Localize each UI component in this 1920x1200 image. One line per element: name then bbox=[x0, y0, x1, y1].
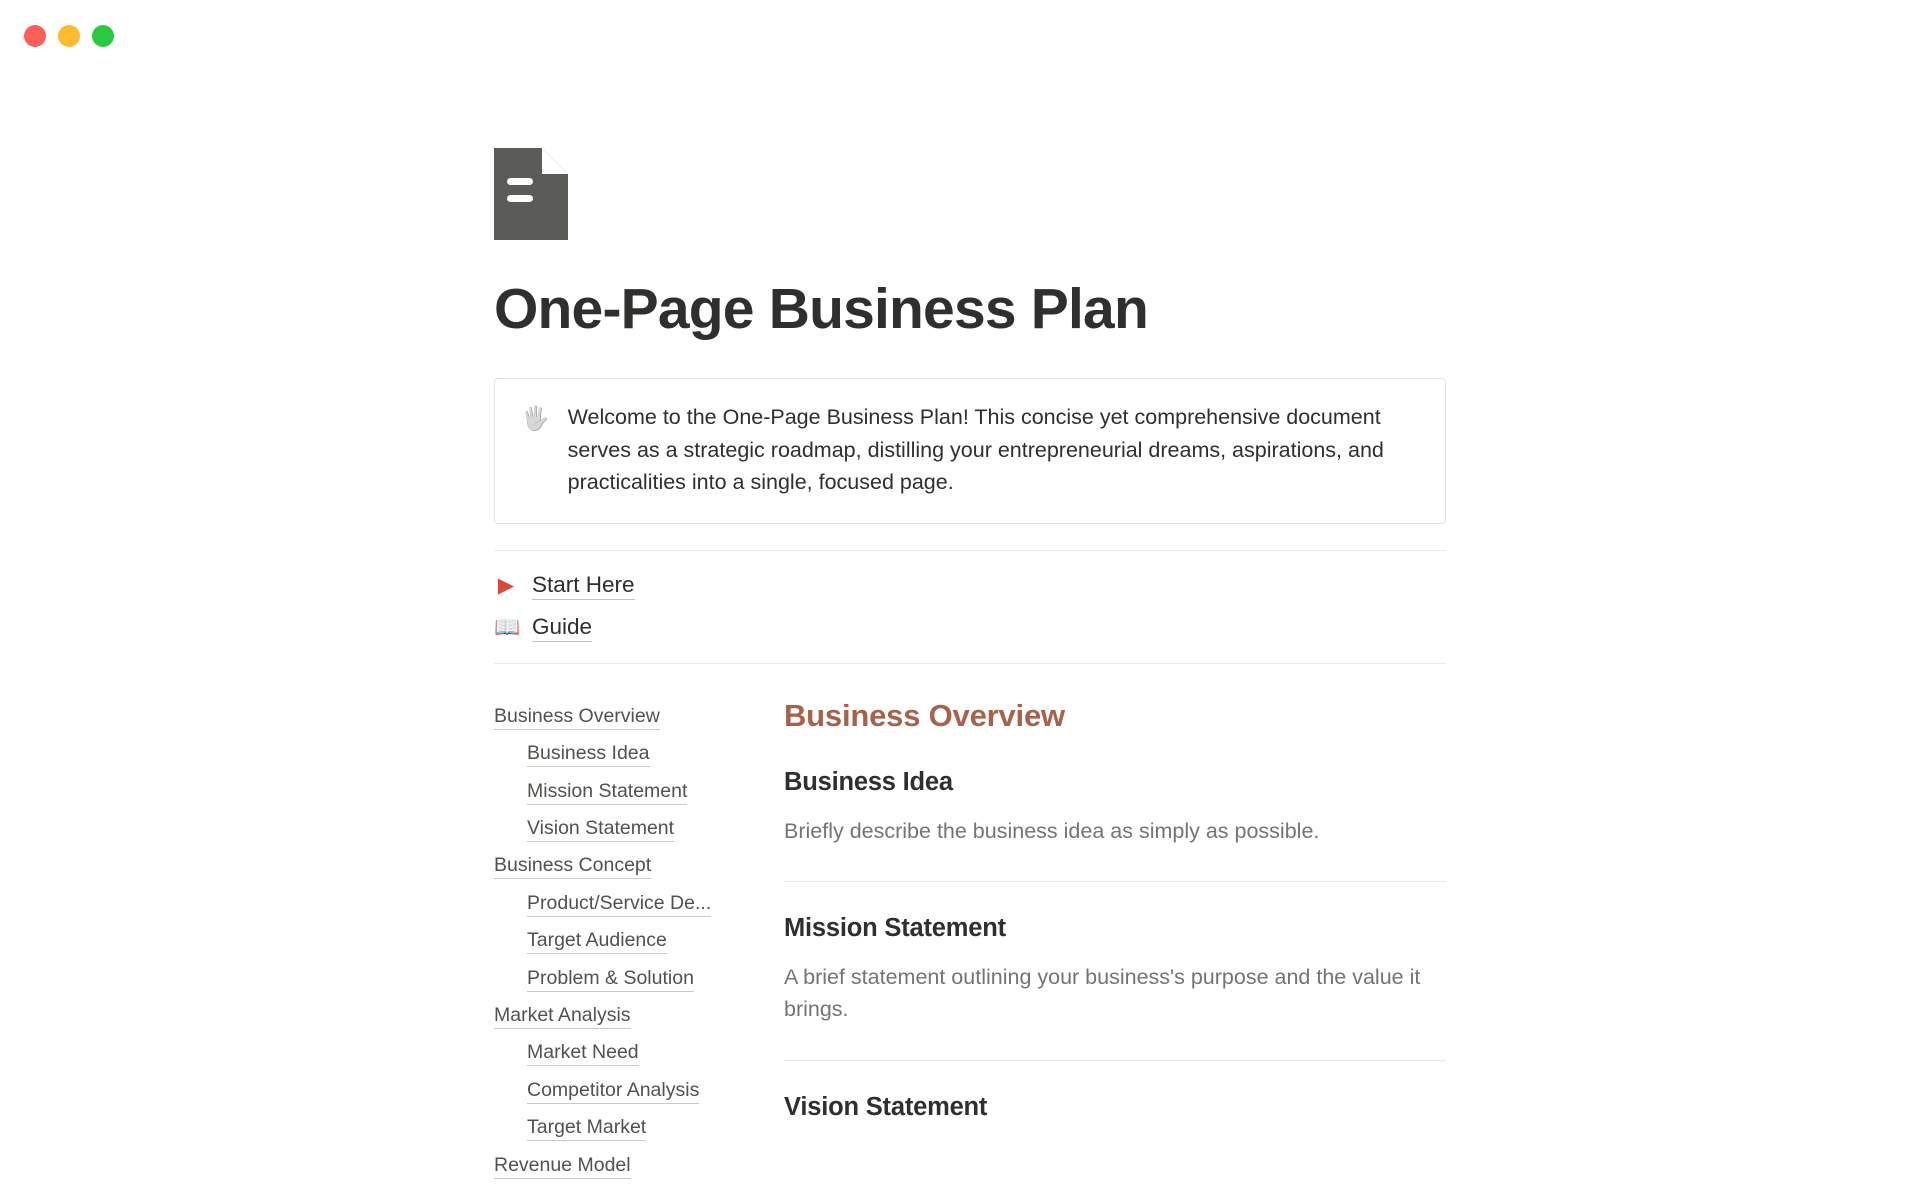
toc-item-problem-and-solution[interactable] bbox=[527, 960, 760, 997]
section-title: Business Overview bbox=[784, 697, 1065, 733]
toc-item-market-analysis[interactable] bbox=[494, 997, 760, 1034]
document-icon[interactable] bbox=[494, 148, 568, 240]
toc-item-label: Market Need bbox=[527, 1041, 639, 1066]
quick-link-start-here[interactable] bbox=[494, 565, 1446, 607]
body-columns bbox=[494, 664, 1446, 1184]
zoom-window-button[interactable] bbox=[92, 25, 114, 47]
toc-item-target-audience[interactable] bbox=[527, 922, 760, 959]
toc-item-label: Revenue Model bbox=[494, 1154, 631, 1179]
block-heading: Business Idea bbox=[784, 767, 953, 796]
toc-item-label: Target Audience bbox=[527, 929, 667, 954]
window-title-bar bbox=[0, 0, 1920, 72]
block-body[interactable]: Briefly describe the business idea as simply as possible. bbox=[784, 818, 1320, 843]
toc-item-vision-statement[interactable] bbox=[527, 810, 760, 847]
toc-item-product-service-description[interactable] bbox=[527, 885, 760, 922]
toc-item-market-need[interactable] bbox=[527, 1034, 760, 1071]
minimize-window-button[interactable] bbox=[58, 25, 80, 47]
document-content bbox=[494, 148, 1446, 1184]
toc-item-mission-statement[interactable] bbox=[527, 773, 760, 810]
page-title: One-Page Business Plan bbox=[494, 277, 1148, 341]
raised-hand-icon: 🖐 bbox=[521, 404, 550, 431]
block-vision-statement bbox=[784, 1093, 1446, 1122]
toc-item-label: Competitor Analysis bbox=[527, 1079, 699, 1104]
block-body[interactable]: A brief statement outlining your business's purpose and the value it brings. bbox=[784, 965, 1421, 1022]
toc-item-label: Business Concept bbox=[494, 854, 651, 879]
table-of-contents bbox=[494, 698, 776, 1184]
welcome-callout-text: Welcome to the One-Page Business Plan! This concise yet comprehensive document serves as a strategic roadmap, distilling your entrepreneurial dreams, aspirations, and practicalities into a single, focused page. bbox=[567, 404, 1384, 495]
quick-link-label: Guide bbox=[532, 614, 592, 642]
document-page bbox=[0, 72, 1920, 1200]
toc-item-business-overview[interactable] bbox=[494, 698, 760, 735]
quick-links bbox=[494, 551, 1446, 663]
block-mission-statement bbox=[784, 914, 1446, 1026]
main-column bbox=[776, 698, 1446, 1184]
toc-item-label: Market Analysis bbox=[494, 1004, 631, 1029]
play-button-icon: ▶ bbox=[497, 574, 515, 598]
open-book-icon: 📖 bbox=[494, 616, 521, 640]
block-divider bbox=[784, 1060, 1446, 1061]
block-business-idea bbox=[784, 768, 1446, 847]
close-window-button[interactable] bbox=[24, 25, 46, 47]
toc-item-label: Mission Statement bbox=[527, 780, 687, 805]
toc-item-label: Problem & Solution bbox=[527, 967, 694, 992]
toc-item-label: Target Market bbox=[527, 1116, 646, 1141]
quick-link-guide[interactable] bbox=[494, 607, 1446, 649]
toc-item-business-idea[interactable] bbox=[527, 735, 760, 772]
welcome-callout bbox=[494, 378, 1446, 524]
block-heading: Vision Statement bbox=[784, 1092, 988, 1121]
traffic-lights bbox=[24, 25, 114, 47]
toc-item-label: Business Idea bbox=[527, 742, 650, 767]
toc-item-label: Business Overview bbox=[494, 705, 660, 730]
toc-item-competitor-analysis[interactable] bbox=[527, 1072, 760, 1109]
quick-link-label: Start Here bbox=[532, 572, 635, 600]
block-divider bbox=[784, 881, 1446, 882]
toc-item-business-concept[interactable] bbox=[494, 847, 760, 884]
toc-item-label: Vision Statement bbox=[527, 817, 674, 842]
toc-item-revenue-model[interactable] bbox=[494, 1147, 760, 1184]
toc-item-target-market[interactable] bbox=[527, 1109, 760, 1146]
toc-item-label: Product/Service De... bbox=[527, 892, 711, 917]
block-heading: Mission Statement bbox=[784, 914, 1006, 943]
